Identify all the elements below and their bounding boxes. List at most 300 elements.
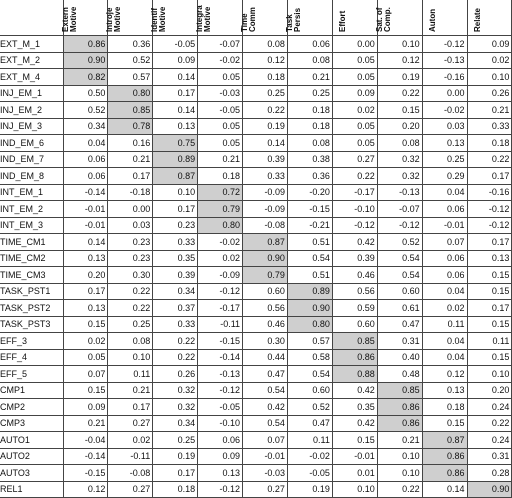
- loading-cell: -0.12: [198, 283, 243, 300]
- row-label: REL1: [0, 481, 63, 498]
- loading-cell: 0.10: [377, 448, 422, 465]
- loading-cell: 0.47: [377, 316, 422, 333]
- highlighted-loading-cell: 0.75: [153, 135, 198, 152]
- table-row: [0, 168, 512, 185]
- loading-cell: 0.21: [198, 151, 243, 168]
- loading-cell: -0.01: [63, 217, 108, 234]
- column-header: [105, 0, 153, 36]
- loading-cell: 0.08: [287, 52, 332, 69]
- table-row: [0, 201, 512, 218]
- row-label: IND_EM_7: [0, 151, 63, 168]
- loading-cell: -0.20: [287, 184, 332, 201]
- highlighted-loading-cell: 0.72: [198, 184, 243, 201]
- column-header-label: Identif Motive: [150, 6, 168, 32]
- loading-cell: 0.02: [63, 333, 108, 350]
- loading-cell: -0.01: [422, 217, 467, 234]
- loading-cell: 0.21: [63, 415, 108, 432]
- loading-cell: 0.03: [422, 118, 467, 135]
- loading-cell: 0.17: [467, 234, 512, 251]
- table-row: [0, 267, 512, 284]
- column-header: [60, 0, 108, 36]
- loading-cell: 0.10: [108, 349, 153, 366]
- row-label: CMP2: [0, 399, 63, 416]
- header-row: [0, 0, 512, 36]
- highlighted-loading-cell: 0.85: [108, 102, 153, 119]
- loading-cell: 0.34: [63, 118, 108, 135]
- loading-cell: 0.27: [243, 481, 288, 498]
- loading-cell: 0.21: [467, 102, 512, 119]
- table-row: [0, 415, 512, 432]
- loading-cell: 0.09: [63, 399, 108, 416]
- loading-cell: -0.12: [422, 36, 467, 53]
- loading-cell: 0.13: [422, 382, 467, 399]
- loading-cell: -0.14: [198, 349, 243, 366]
- loading-cell: 0.21: [108, 151, 153, 168]
- loading-cell: 0.34: [153, 415, 198, 432]
- loading-cell: -0.07: [198, 36, 243, 53]
- loading-cell: 0.54: [287, 366, 332, 383]
- loading-cell: 0.42: [243, 399, 288, 416]
- loading-cell: -0.21: [287, 217, 332, 234]
- highlighted-loading-cell: 0.90: [243, 250, 288, 267]
- highlighted-loading-cell: 0.90: [63, 52, 108, 69]
- loading-cell: 0.05: [332, 135, 377, 152]
- loading-cell: -0.10: [332, 201, 377, 218]
- loading-cell: 0.11: [467, 333, 512, 350]
- loading-cell: 0.48: [377, 366, 422, 383]
- row-label: INT_EM_1: [0, 184, 63, 201]
- loading-cell: -0.07: [377, 201, 422, 218]
- table-row: [0, 300, 512, 317]
- table-body: [0, 36, 512, 498]
- table-row: [0, 135, 512, 152]
- loading-cell: 0.30: [108, 267, 153, 284]
- loading-cell: 0.54: [243, 415, 288, 432]
- loading-cell: 0.00: [422, 85, 467, 102]
- row-label: EXT_M_1: [0, 36, 63, 53]
- loading-cell: 0.25: [153, 432, 198, 449]
- loading-cell: 0.58: [287, 349, 332, 366]
- loading-cell: 0.23: [108, 234, 153, 251]
- column-header: [422, 0, 467, 36]
- loading-cell: 0.36: [287, 168, 332, 185]
- loading-cell: 0.17: [153, 465, 198, 482]
- loading-cell: 0.10: [332, 481, 377, 498]
- highlighted-loading-cell: 0.86: [63, 36, 108, 53]
- table-row: [0, 481, 512, 498]
- loading-cell: 0.17: [108, 168, 153, 185]
- loading-cell: 0.19: [243, 118, 288, 135]
- loading-cell: 0.46: [332, 267, 377, 284]
- loading-cell: 0.08: [287, 135, 332, 152]
- loading-cell: 0.21: [377, 432, 422, 449]
- loading-cell: 0.23: [108, 250, 153, 267]
- loading-cell: 0.02: [422, 300, 467, 317]
- loading-cell: 0.47: [287, 415, 332, 432]
- loading-cell: 0.56: [243, 300, 288, 317]
- loading-cell: 0.09: [198, 448, 243, 465]
- loading-cell: 0.04: [422, 349, 467, 366]
- loading-cell: -0.12: [198, 382, 243, 399]
- loading-cell: 0.31: [377, 333, 422, 350]
- loading-cell: 0.38: [287, 151, 332, 168]
- row-label: INT_EM_3: [0, 217, 63, 234]
- loading-cell: 0.27: [108, 415, 153, 432]
- loading-cell: -0.16: [467, 184, 512, 201]
- loading-cell: 0.26: [467, 85, 512, 102]
- loading-cell: -0.08: [108, 465, 153, 482]
- loading-cell: 0.25: [243, 85, 288, 102]
- loading-cell: 0.51: [287, 234, 332, 251]
- loading-cell: 0.47: [243, 366, 288, 383]
- loading-cell: -0.12: [467, 201, 512, 218]
- loading-cell: 0.10: [467, 69, 512, 86]
- loading-cell: 0.32: [377, 151, 422, 168]
- loading-cell: 0.11: [422, 316, 467, 333]
- loading-cell: -0.02: [287, 448, 332, 465]
- loading-cell: 0.18: [198, 168, 243, 185]
- loading-cell: -0.17: [332, 184, 377, 201]
- loading-cell: 0.06: [287, 36, 332, 53]
- loading-cell: 0.15: [377, 102, 422, 119]
- table-row: [0, 333, 512, 350]
- table-row: [0, 217, 512, 234]
- highlighted-loading-cell: 0.86: [332, 349, 377, 366]
- loading-cell: 0.16: [108, 135, 153, 152]
- loading-cell: 0.20: [377, 118, 422, 135]
- loading-cell: 0.60: [287, 382, 332, 399]
- table-row: [0, 432, 512, 449]
- loading-cell: 0.18: [467, 135, 512, 152]
- loading-cell: -0.14: [63, 448, 108, 465]
- loading-cell: 0.60: [243, 283, 288, 300]
- loading-cell: 0.18: [287, 102, 332, 119]
- column-header-label: Effort: [337, 10, 347, 32]
- loading-cell: 0.03: [108, 217, 153, 234]
- loading-cell: 0.59: [332, 300, 377, 317]
- highlighted-loading-cell: 0.88: [332, 366, 377, 383]
- loading-cell: 0.15: [332, 432, 377, 449]
- loading-cell: -0.01: [332, 448, 377, 465]
- highlighted-loading-cell: 0.90: [287, 300, 332, 317]
- loading-cell: 0.57: [108, 69, 153, 86]
- column-header-label: Introje Motive: [105, 6, 123, 32]
- column-header-label: Sat. of Comp.: [374, 7, 392, 32]
- loading-cell: 0.54: [243, 382, 288, 399]
- loading-cell: 0.07: [63, 366, 108, 383]
- table-row: [0, 36, 512, 53]
- loading-cell: 0.22: [153, 349, 198, 366]
- column-header-label: Relate: [472, 7, 482, 32]
- table-row: [0, 349, 512, 366]
- row-label: INJ_EM_1: [0, 85, 63, 102]
- loading-cell: 0.32: [153, 399, 198, 416]
- loading-cell: -0.11: [198, 316, 243, 333]
- loading-cell: 0.22: [153, 333, 198, 350]
- row-label: IND_EM_6: [0, 135, 63, 152]
- loading-cell: 0.13: [467, 250, 512, 267]
- loading-cell: -0.05: [287, 465, 332, 482]
- loading-cell: 0.13: [63, 250, 108, 267]
- table-row: [0, 184, 512, 201]
- row-label: INJ_EM_3: [0, 118, 63, 135]
- loading-cell: 0.17: [108, 399, 153, 416]
- loading-cell: 0.10: [377, 36, 422, 53]
- loading-cell: 0.25: [108, 316, 153, 333]
- loading-cell: 0.18: [287, 118, 332, 135]
- loading-cell: 0.15: [63, 382, 108, 399]
- row-label: INJ_EM_2: [0, 102, 63, 119]
- loading-cell: 0.04: [422, 184, 467, 201]
- loading-cell: 0.44: [243, 349, 288, 366]
- column-header: [374, 0, 422, 36]
- highlighted-loading-cell: 0.90: [467, 481, 512, 498]
- loading-cell: -0.05: [153, 36, 198, 53]
- loading-cell: -0.02: [198, 52, 243, 69]
- loading-cell: 0.19: [287, 481, 332, 498]
- table-row: [0, 382, 512, 399]
- loading-cell: 0.22: [243, 102, 288, 119]
- row-label: AUTO2: [0, 448, 63, 465]
- loading-cell: 0.02: [467, 52, 512, 69]
- loading-cell: 0.27: [108, 481, 153, 498]
- loading-cell: 0.12: [63, 481, 108, 498]
- loading-cell: -0.13: [198, 366, 243, 383]
- loading-cell: 0.26: [153, 366, 198, 383]
- loading-cell: 0.39: [332, 250, 377, 267]
- row-label: TASK_PST1: [0, 283, 63, 300]
- highlighted-loading-cell: 0.82: [63, 69, 108, 86]
- loading-cell: 0.17: [467, 300, 512, 317]
- loading-cell: 0.22: [377, 481, 422, 498]
- loading-cell: 0.13: [422, 135, 467, 152]
- loading-cell: 0.37: [153, 300, 198, 317]
- row-label: AUTO1: [0, 432, 63, 449]
- loading-cell: -0.17: [198, 300, 243, 317]
- loading-cell: -0.15: [198, 333, 243, 350]
- loading-cell: 0.12: [243, 52, 288, 69]
- loading-cell: 0.07: [243, 432, 288, 449]
- table-row: [0, 52, 512, 69]
- loading-cell: 0.05: [332, 52, 377, 69]
- table-row: [0, 85, 512, 102]
- loading-cell: 0.33: [243, 168, 288, 185]
- loading-cell: 0.19: [153, 448, 198, 465]
- loading-cell: 0.21: [287, 69, 332, 86]
- loading-cell: 0.52: [377, 234, 422, 251]
- loading-cell: 0.42: [332, 382, 377, 399]
- loading-cell: 0.02: [108, 432, 153, 449]
- loading-cell: 0.50: [63, 85, 108, 102]
- table-row: [0, 118, 512, 135]
- loading-cell: 0.21: [108, 382, 153, 399]
- highlighted-loading-cell: 0.87: [422, 432, 467, 449]
- loading-cell: -0.08: [243, 217, 288, 234]
- loading-cell: 0.15: [467, 283, 512, 300]
- highlighted-loading-cell: 0.85: [377, 382, 422, 399]
- loading-cell: 0.17: [153, 201, 198, 218]
- row-label: INT_EM_2: [0, 201, 63, 218]
- loading-cell: -0.15: [63, 465, 108, 482]
- highlighted-loading-cell: 0.86: [422, 465, 467, 482]
- loading-cell: 0.11: [108, 366, 153, 383]
- loading-cell: 0.32: [377, 168, 422, 185]
- loading-cell: 0.22: [467, 415, 512, 432]
- column-header-label: Auton: [427, 8, 437, 32]
- loading-cell: -0.11: [108, 448, 153, 465]
- highlighted-loading-cell: 0.80: [287, 316, 332, 333]
- loading-cell: -0.12: [332, 217, 377, 234]
- loading-cell: 0.15: [63, 316, 108, 333]
- highlighted-loading-cell: 0.86: [422, 448, 467, 465]
- row-label: EFF_5: [0, 366, 63, 383]
- loading-cell: 0.17: [63, 283, 108, 300]
- loading-cell: 0.15: [422, 415, 467, 432]
- loading-cell: 0.29: [422, 168, 467, 185]
- loading-cell: 0.27: [332, 151, 377, 168]
- loading-cell: 0.22: [108, 300, 153, 317]
- loading-cell: 0.20: [467, 382, 512, 399]
- loading-cell: 0.60: [377, 283, 422, 300]
- table-row: [0, 366, 512, 383]
- loading-cell: 0.60: [332, 316, 377, 333]
- row-label: TIME_CM2: [0, 250, 63, 267]
- loading-cell: 0.54: [377, 267, 422, 284]
- loading-cell: 0.33: [467, 118, 512, 135]
- loading-cell: 0.04: [422, 283, 467, 300]
- loading-cell: 0.13: [63, 300, 108, 317]
- loading-cell: 0.28: [467, 465, 512, 482]
- row-label: EXT_M_2: [0, 52, 63, 69]
- table-row: [0, 448, 512, 465]
- loading-cell: -0.13: [377, 184, 422, 201]
- loading-cell: 0.52: [108, 52, 153, 69]
- column-header: [195, 0, 243, 36]
- loading-cell: 0.14: [243, 135, 288, 152]
- table-row: [0, 283, 512, 300]
- loading-cell: 0.09: [467, 36, 512, 53]
- loading-cell: 0.09: [153, 52, 198, 69]
- row-label: EFF_3: [0, 333, 63, 350]
- loading-cell: 0.39: [243, 151, 288, 168]
- table-row: [0, 250, 512, 267]
- loading-cell: 0.08: [377, 135, 422, 152]
- loading-cell: -0.12: [198, 481, 243, 498]
- loading-cell: 0.35: [332, 399, 377, 416]
- table-row: [0, 399, 512, 416]
- loading-cell: 0.17: [467, 168, 512, 185]
- loading-cell: 0.15: [467, 349, 512, 366]
- loading-cell: -0.13: [422, 52, 467, 69]
- highlighted-loading-cell: 0.89: [287, 283, 332, 300]
- loading-cell: -0.09: [243, 201, 288, 218]
- loading-cell: -0.02: [422, 102, 467, 119]
- loading-cell: 0.34: [153, 283, 198, 300]
- row-label: CMP3: [0, 415, 63, 432]
- loading-cell: 0.05: [332, 69, 377, 86]
- loading-cell: 0.13: [198, 465, 243, 482]
- highlighted-loading-cell: 0.87: [153, 168, 198, 185]
- loading-cell: 0.14: [153, 69, 198, 86]
- loading-cell: 0.08: [108, 333, 153, 350]
- highlighted-loading-cell: 0.79: [198, 201, 243, 218]
- row-label: EXT_M_4: [0, 69, 63, 86]
- loading-cell: 0.05: [198, 69, 243, 86]
- loading-cell: -0.12: [467, 217, 512, 234]
- table-row: [0, 316, 512, 333]
- table-row: [0, 465, 512, 482]
- loading-cell: 0.51: [287, 267, 332, 284]
- loading-cell: 0.05: [332, 118, 377, 135]
- loading-cell: 0.22: [467, 151, 512, 168]
- column-header: [467, 0, 512, 36]
- loading-cell: 0.40: [377, 349, 422, 366]
- loading-cell: 0.11: [287, 432, 332, 449]
- loading-cell: 0.22: [108, 283, 153, 300]
- loading-cell: 0.05: [63, 349, 108, 366]
- loading-cell: 0.04: [63, 135, 108, 152]
- highlighted-loading-cell: 0.86: [377, 415, 422, 432]
- loading-cell: 0.01: [332, 465, 377, 482]
- table-row: [0, 69, 512, 86]
- loading-cell: 0.10: [467, 366, 512, 383]
- loading-cell: 0.22: [377, 85, 422, 102]
- column-header-label: Integra Motive: [195, 5, 213, 32]
- loading-cell: 0.54: [377, 250, 422, 267]
- loading-cell: -0.12: [377, 217, 422, 234]
- loading-cell: 0.18: [153, 481, 198, 498]
- loading-cell: 0.22: [332, 168, 377, 185]
- highlighted-loading-cell: 0.85: [332, 333, 377, 350]
- loading-cell: 0.18: [243, 69, 288, 86]
- loading-cell: -0.15: [287, 201, 332, 218]
- loading-cell: 0.24: [467, 399, 512, 416]
- row-label: AUTO3: [0, 465, 63, 482]
- loading-cell: 0.06: [63, 151, 108, 168]
- loading-cell: 0.18: [422, 399, 467, 416]
- loading-cell: 0.05: [198, 135, 243, 152]
- table-row: [0, 102, 512, 119]
- loading-cell: -0.03: [243, 465, 288, 482]
- loading-cell: 0.14: [422, 481, 467, 498]
- loading-cell: 0.06: [422, 201, 467, 218]
- column-header: [332, 0, 377, 36]
- header-corner-cell: [0, 0, 63, 36]
- row-label: EFF_4: [0, 349, 63, 366]
- loading-cell: 0.06: [422, 267, 467, 284]
- loading-cell: 0.00: [332, 36, 377, 53]
- loading-cell: 0.24: [467, 432, 512, 449]
- loading-cell: 0.42: [332, 415, 377, 432]
- loading-cell: 0.46: [243, 316, 288, 333]
- loading-cell: 0.25: [287, 85, 332, 102]
- loading-cell: 0.39: [153, 267, 198, 284]
- loading-cell: 0.05: [198, 118, 243, 135]
- highlighted-loading-cell: 0.78: [108, 118, 153, 135]
- loading-cell: 0.12: [422, 366, 467, 383]
- loading-cell: 0.06: [198, 432, 243, 449]
- loading-cell: 0.31: [467, 448, 512, 465]
- loading-cell: -0.01: [243, 448, 288, 465]
- loading-cell: 0.10: [377, 465, 422, 482]
- loading-cell: -0.18: [108, 184, 153, 201]
- loading-cell: 0.13: [153, 118, 198, 135]
- loading-cell: 0.32: [153, 382, 198, 399]
- row-label: TIME_CM1: [0, 234, 63, 251]
- highlighted-loading-cell: 0.89: [153, 151, 198, 168]
- loading-cell: 0.14: [153, 102, 198, 119]
- loading-cell: 0.52: [287, 399, 332, 416]
